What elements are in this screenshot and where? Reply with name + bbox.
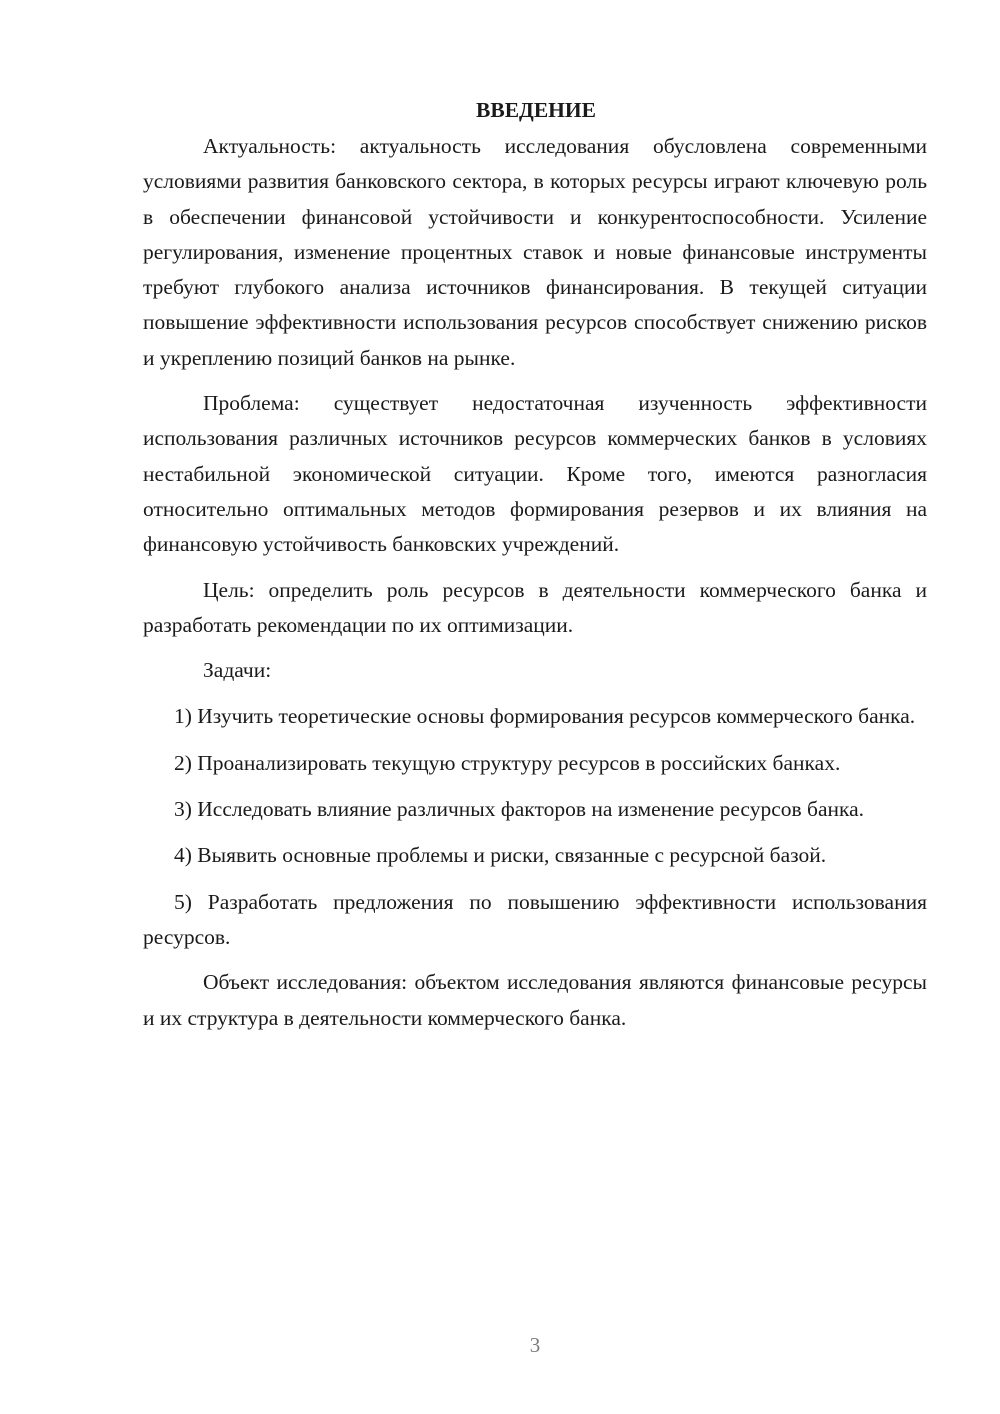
paragraph-problem: Проблема: существует недостаточная изученность эффективности использования различных источников ресурсов коммерческих банков в условиях нестабильной экономической ситуации. Кроме того, имеются разногласия относительно оптимальных методов формирования резервов и их влияния на финансовую устойчивость банковских учреждений. [143,391,927,557]
paragraph-tasks-heading: Задачи: [203,658,272,683]
task-item-4: 4) Выявить основные проблемы и риски, связанные с ресурсной базой. [174,843,827,868]
page-number: 3 [529,1333,541,1357]
section-title: ВВЕДЕНИЕ [476,98,596,122]
paragraph-goal: Цель: определить роль ресурсов в деятельности коммерческого банка и разработать рекомендации по их оптимизации. [143,577,927,637]
page-body [143,93,927,1036]
task-item-3: 3) Исследовать влияние различных факторов на изменение ресурсов банка. [174,797,865,822]
task-item-1: 1) Изучить теоретические основы формирования ресурсов коммерческого банка. [174,704,916,729]
task-item-2: 2) Проанализировать текущую структуру ресурсов в российских банках. [174,750,841,775]
paragraph-relevance: Актуальность: актуальность исследования обусловлена современными условиями развития банковского сектора, в которых ресурсы играют ключевую роль в обеспечении финансовой устойчивости и конкурентоспособности. Усиление регулирования, изменение процентных ставок и новые финансовые инструменты требуют глубокого анализа источников финансирования. В текущей ситуации повышение эффективности использования ресурсов способствует снижению рисков и укреплению позиций банков на рынке. [143,134,927,370]
paragraph-object: Объект исследования: объектом исследования являются финансовые ресурсы и их структура в деятельности коммерческого банка. [143,970,927,1030]
task-item-5: 5) Разработать предложения по повышению эффективности использования ресурсов. [143,889,927,949]
